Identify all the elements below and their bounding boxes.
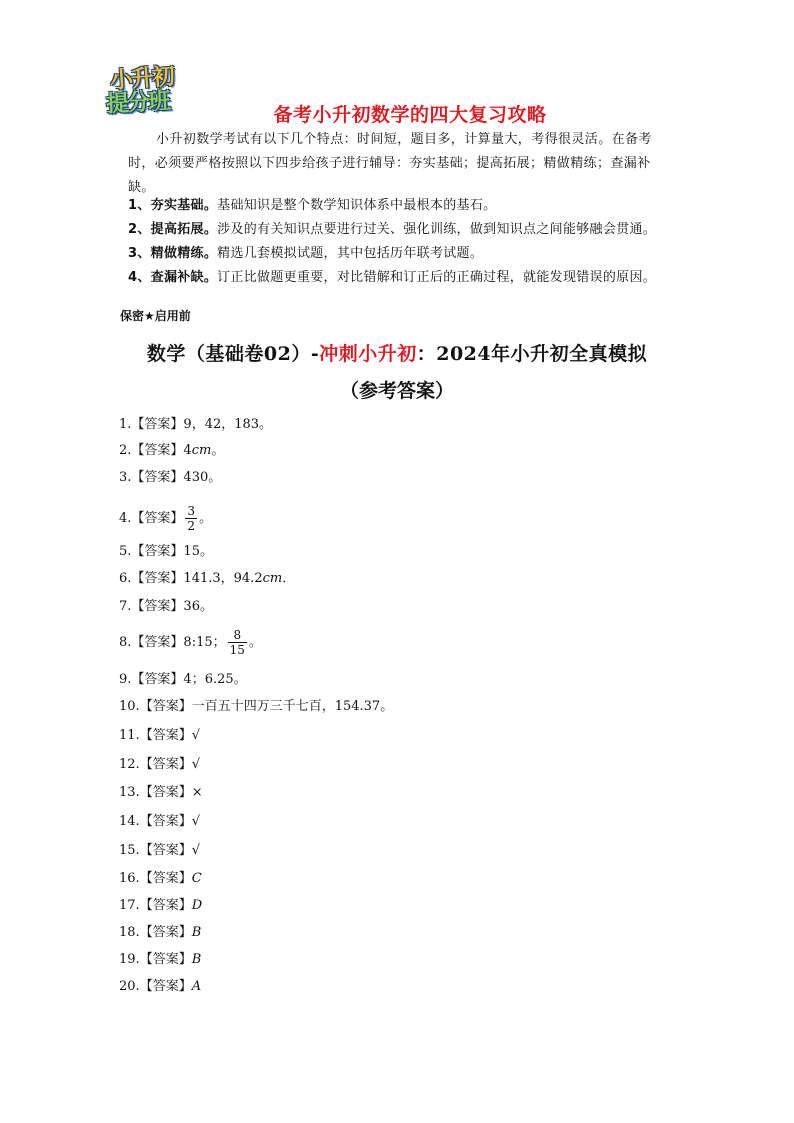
answer-row — [119, 628, 262, 657]
answer-number: 17. — [119, 898, 140, 913]
answer-italic: cm — [191, 443, 212, 458]
answer-italic: C — [191, 871, 202, 886]
fraction-denominator: 15 — [229, 643, 245, 657]
answer-italic: B — [191, 952, 202, 967]
answer-tag: 【答案】 — [139, 871, 192, 886]
answer-number: 20. — [119, 979, 140, 994]
answer-key-title: （参考答案） — [339, 380, 454, 402]
answer-tag: 【答案】 — [131, 544, 184, 559]
answer-italic: cm — [262, 571, 283, 586]
answer-row — [119, 442, 224, 460]
answer-tag: 【答案】 — [139, 785, 192, 800]
tips-title: 备考小升初数学的四大复习攻略 — [273, 104, 547, 126]
answer-text: √ — [191, 757, 200, 772]
answer-text: √ — [191, 728, 200, 743]
tip-item — [128, 244, 688, 264]
answer-tag: 【答案】 — [139, 979, 192, 994]
exam-title-part1: 数学（基础卷02）- — [146, 343, 320, 365]
answer-number: 4. — [119, 511, 132, 526]
answer-row — [119, 842, 200, 860]
answer-tag: 【答案】 — [139, 757, 192, 772]
answer-text: √ — [191, 843, 200, 858]
answer-row — [119, 978, 201, 996]
answer-row — [119, 924, 201, 942]
answer-text: 4；6.25。 — [183, 672, 247, 687]
answer-text: 36。 — [183, 599, 213, 614]
answer-tag: 【答案】 — [131, 443, 184, 458]
tips-intro: 小升初数学考试有以下几个特点：时间短，题目多，计算量大，考得很灵活。在备考时，必须要严格按照以下四步给孩子进行辅导：夯实基础；提高拓展；精做精练；查漏补缺。 — [128, 132, 652, 195]
answer-tag: 【答案】 — [139, 898, 192, 913]
answer-tag: 【答案】 — [139, 699, 192, 714]
fraction — [228, 628, 247, 657]
answer-italic: D — [191, 898, 203, 913]
fraction-denominator: 2 — [187, 519, 196, 533]
answer-number: 11. — [119, 728, 140, 743]
answer-number: 10. — [119, 699, 140, 714]
answer-text: 8:15； — [183, 635, 226, 650]
answer-row — [119, 698, 393, 716]
answer-tag: 【答案】 — [131, 470, 184, 485]
answer-suffix: 。 — [248, 635, 262, 650]
answer-row — [119, 416, 272, 434]
exam-title-highlight: 冲刺小升初 — [319, 343, 417, 365]
exam-title-part2: ：2024年小升初全真模拟 — [416, 343, 648, 365]
answer-row — [119, 570, 295, 588]
answer-row — [119, 469, 221, 487]
answer-row — [119, 727, 200, 745]
answer-text: √ — [191, 814, 200, 829]
answer-number: 16. — [119, 871, 140, 886]
answer-tag: 【答案】 — [139, 843, 192, 858]
answer-italic: B — [191, 925, 202, 940]
answer-tag: 【答案】 — [139, 952, 192, 967]
answer-tag: 【答案】 — [139, 814, 192, 829]
answer-tag: 【答案】 — [131, 635, 184, 650]
answer-tag: 【答案】 — [131, 571, 184, 586]
answer-suffix: 。 — [211, 443, 225, 458]
answer-number: 7. — [119, 599, 132, 614]
tip-item — [128, 196, 688, 216]
answer-text: 15。 — [183, 544, 213, 559]
answer-number: 19. — [119, 952, 140, 967]
answer-text: × — [191, 785, 203, 800]
answer-number: 5. — [119, 544, 132, 559]
answer-number: 6. — [119, 571, 132, 586]
answer-row — [119, 870, 202, 888]
answer-tag: 【答案】 — [131, 672, 184, 687]
fraction-numerator: 3 — [187, 504, 196, 518]
answer-row — [119, 813, 200, 831]
tip-head: 3、精做精练。 — [128, 246, 218, 261]
answer-tag: 【答案】 — [131, 599, 184, 614]
answer-tag: 【答案】 — [139, 728, 192, 743]
tip-head: 2、提高拓展。 — [128, 222, 218, 237]
answer-row — [119, 598, 213, 616]
fraction-numerator: 8 — [233, 628, 242, 642]
answer-italic: A — [191, 979, 202, 994]
exam-title — [0, 339, 794, 366]
tip-head: 4、查漏补缺。 — [128, 270, 218, 285]
answer-row — [119, 756, 200, 774]
answer-number: 18. — [119, 925, 140, 940]
tip-head: 1、夯实基础。 — [128, 198, 218, 213]
answer-row — [119, 784, 203, 802]
answer-row — [119, 543, 213, 561]
tip-text: 订正比做题更重要，对比错解和订正后的正确过程，就能发现错误的原因。 — [217, 270, 657, 285]
answer-number: 9. — [119, 672, 132, 687]
answer-number: 1. — [119, 417, 132, 432]
answer-row — [119, 951, 201, 969]
answer-number: 3. — [119, 470, 132, 485]
tip-item — [128, 268, 688, 288]
answer-tag: 【答案】 — [139, 925, 192, 940]
answer-row — [119, 897, 202, 915]
answer-tag: 【答案】 — [131, 417, 184, 432]
answer-text: 一百五十四万三千七百，154.37。 — [191, 699, 394, 714]
answer-tag: 【答案】 — [131, 511, 184, 526]
logo-line-2: 提分班 — [105, 88, 170, 118]
answer-number: 12. — [119, 757, 140, 772]
answer-number: 13. — [119, 785, 140, 800]
fraction — [185, 504, 197, 533]
answer-number: 15. — [119, 843, 140, 858]
tip-text: 精选几套模拟试题，其中包括历年联考试题。 — [217, 246, 484, 261]
tip-item — [128, 220, 688, 240]
answer-row — [119, 671, 247, 689]
answer-text: 9，42，183。 — [183, 417, 273, 432]
answer-text: 141.3，94.2 — [183, 571, 263, 586]
answer-number: 14. — [119, 814, 140, 829]
answer-suffix: 。 — [199, 511, 213, 526]
answer-number: 8. — [119, 635, 132, 650]
answer-text: 430。 — [183, 470, 222, 485]
answer-row — [119, 504, 212, 533]
confidential-label: 保密★启用前 — [120, 309, 191, 323]
tip-text: 涉及的有关知识点要进行过关、强化训练，做到知识点之间能够融会贯通。 — [217, 222, 657, 237]
answer-suffix: ． — [282, 571, 296, 586]
answer-number: 2. — [119, 443, 132, 458]
logo-line-1: 小升初 — [109, 63, 174, 95]
tip-text: 基础知识是整个数学知识体系中最根本的基石。 — [217, 198, 497, 213]
answer-text: 4 — [183, 443, 192, 458]
